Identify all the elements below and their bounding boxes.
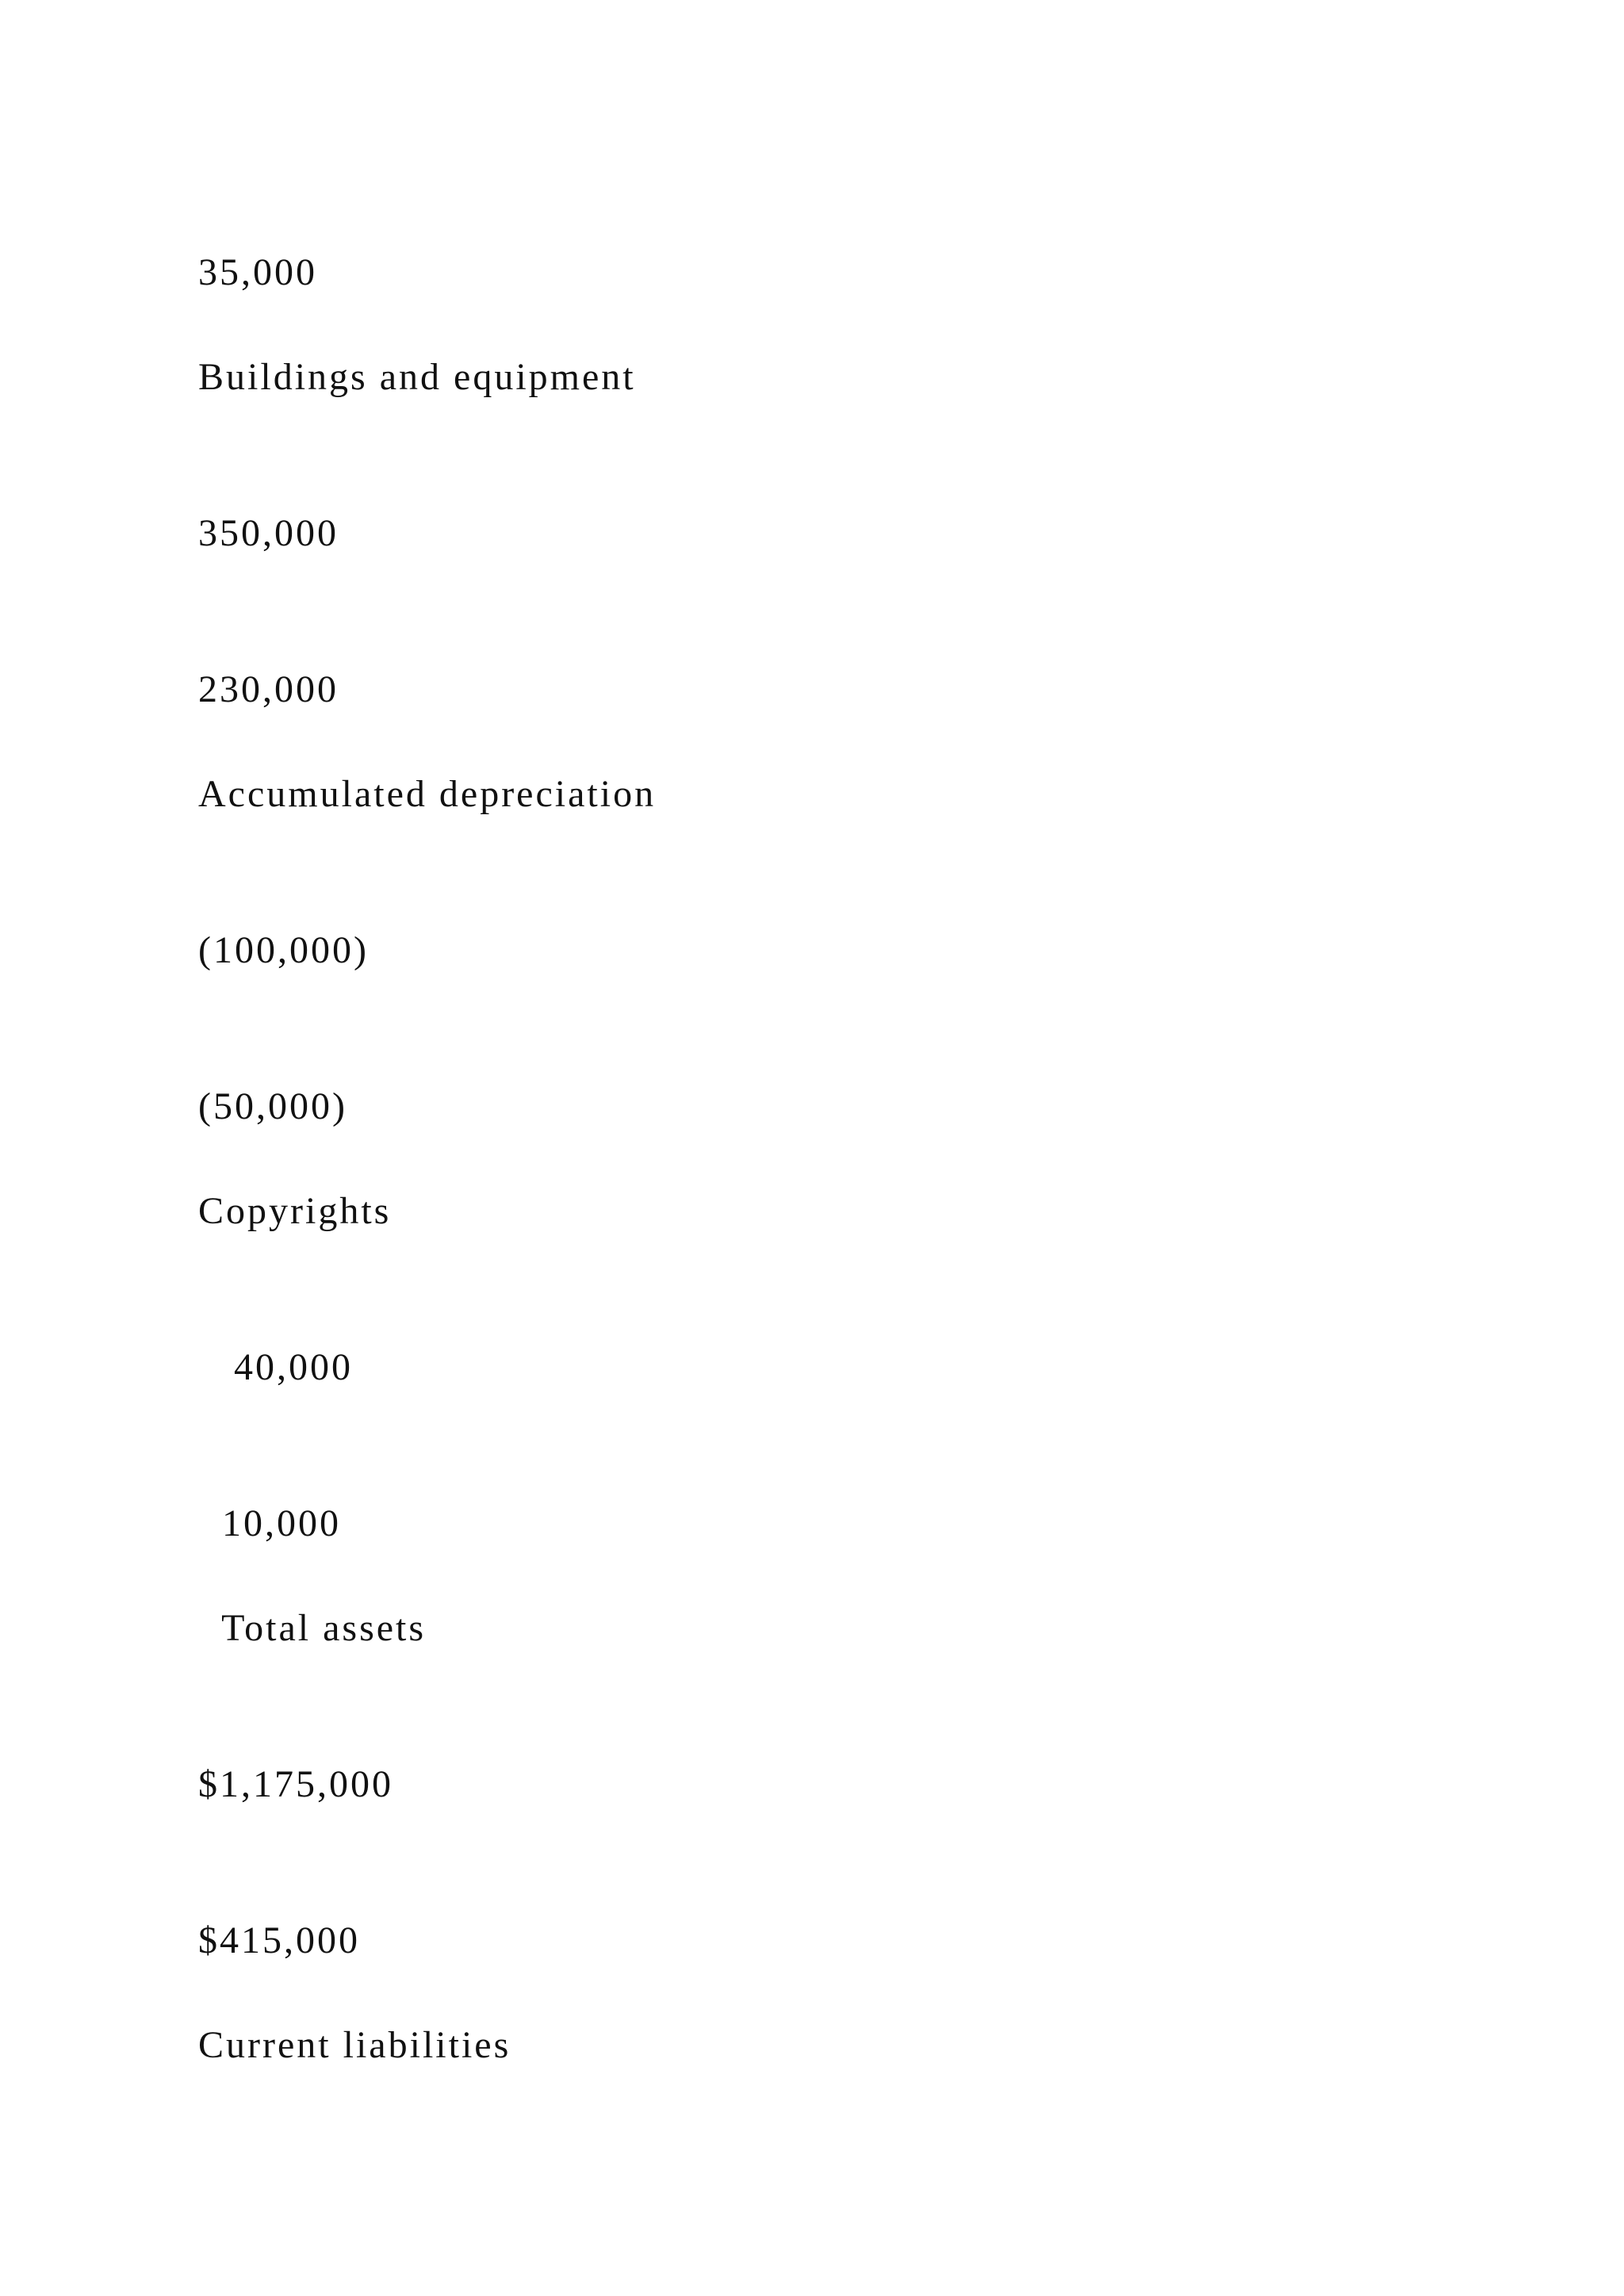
line-9: 40,000 [198, 1346, 353, 1388]
line-6: (100,000) [198, 929, 369, 971]
line-2: Buildings and equipment [198, 356, 636, 398]
line-8: Copyrights [198, 1190, 392, 1232]
line-13: $415,000 [198, 1919, 360, 1961]
line-14: Current liabilities [198, 2024, 511, 2066]
line-11: Total assets [198, 1607, 427, 1649]
line-4: 230,000 [198, 668, 339, 710]
line-12: $1,175,000 [198, 1763, 393, 1805]
line-1: 35,000 [198, 251, 317, 293]
line-7: (50,000) [198, 1085, 347, 1127]
line-3: 350,000 [198, 512, 339, 554]
line-5: Accumulated depreciation [198, 773, 657, 815]
line-10: 10,000 [198, 1502, 341, 1544]
